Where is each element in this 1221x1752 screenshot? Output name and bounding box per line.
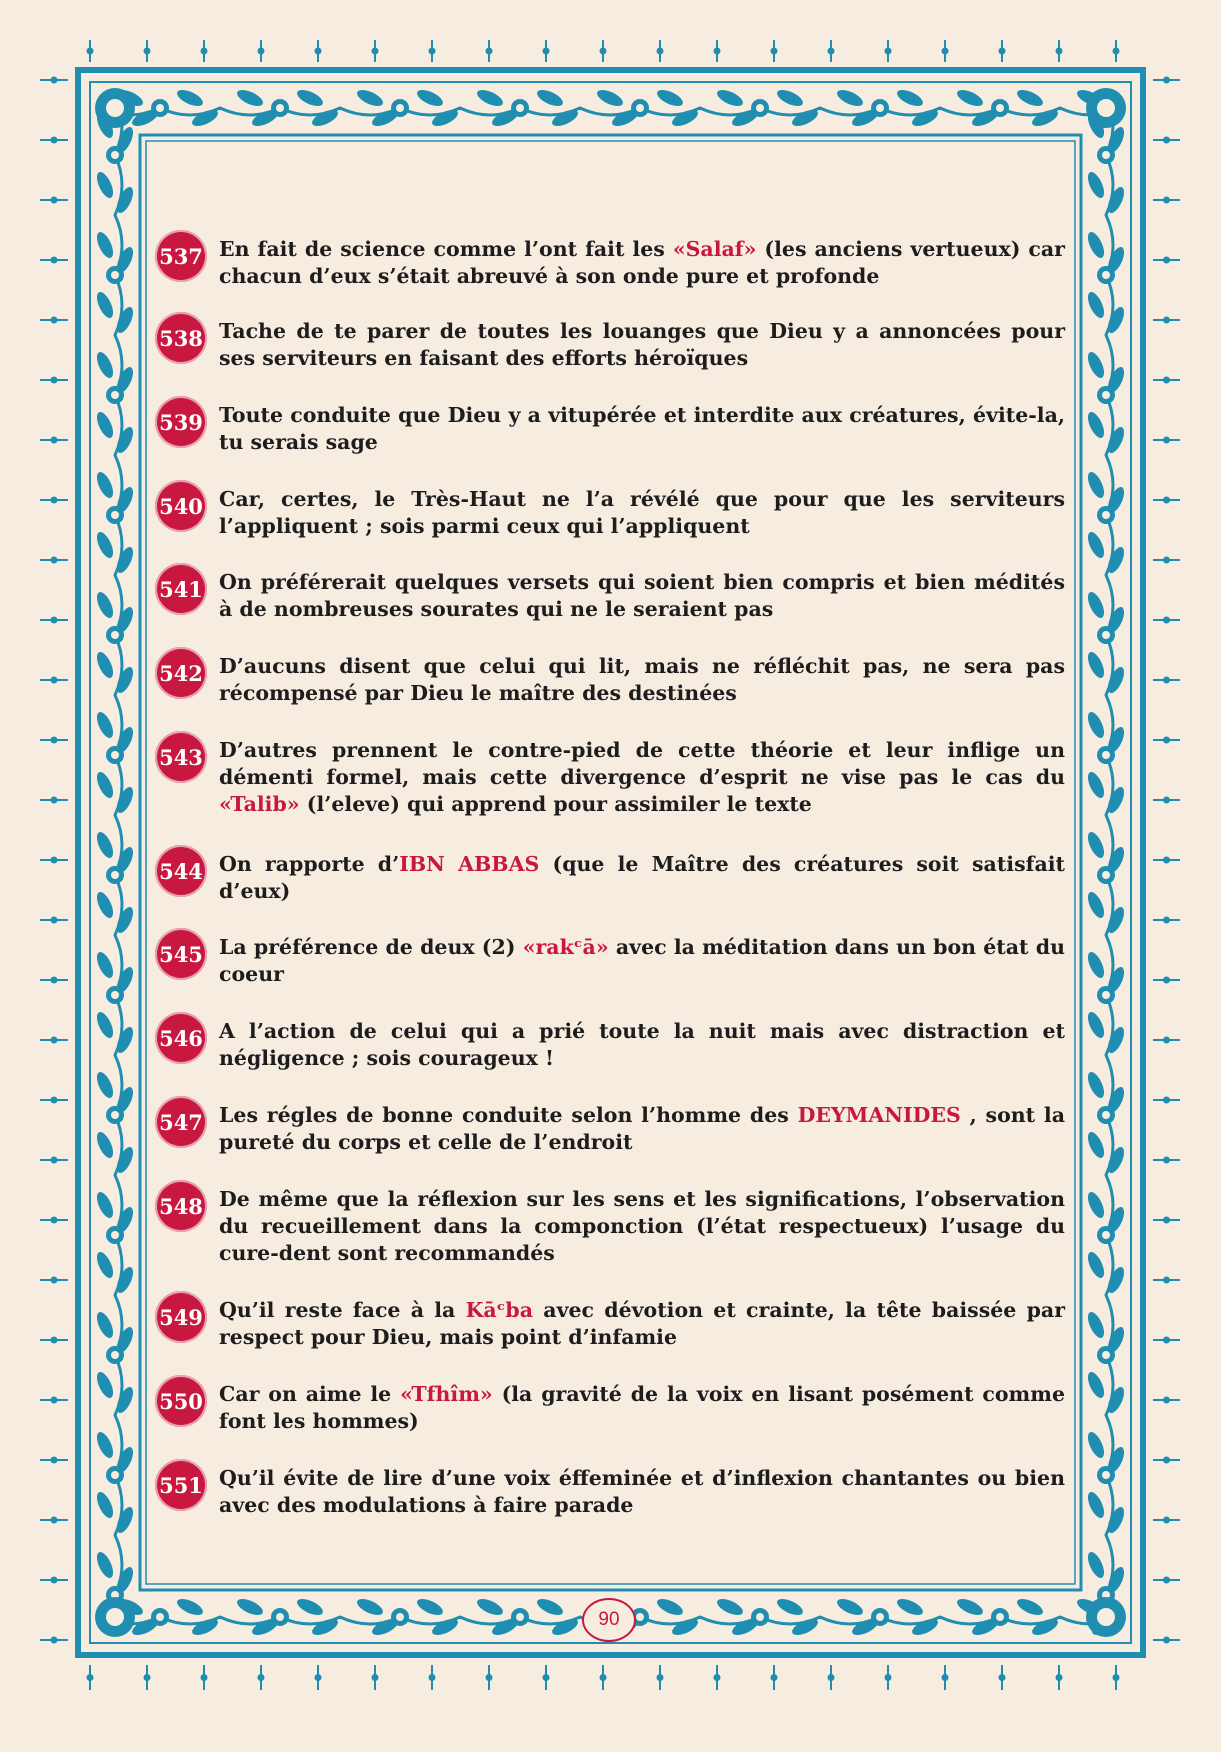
verse-text: [219, 236, 1065, 290]
tick-dot: [51, 257, 58, 264]
leaf-ornament: [94, 1430, 117, 1460]
verse-540: [155, 486, 1065, 540]
verse-538: [155, 318, 1065, 372]
verse-text-segment: D’aucuns disent que celui qui lit, mais ne réfléchit pas, ne sera pas récompensé par Dieu le maître des destinées: [219, 654, 1065, 705]
leaf-ornament: [955, 1596, 985, 1619]
leaf-ornament: [655, 87, 685, 110]
leaf-ornament: [94, 350, 117, 380]
tick-dot: [771, 1674, 778, 1681]
verse-text-segment: De même que la réflexion sur les sens et les significations, l’observation du recueillement dans la componction (l’état respectueux) l’usage du cure-dent sont recommandés: [219, 1187, 1065, 1265]
tick-dot: [51, 1337, 58, 1344]
highlighted-term: «Tfhîm»: [400, 1382, 493, 1406]
leaf-ornament: [1085, 950, 1108, 980]
verse-number-badge: 549: [155, 1291, 207, 1343]
tick-dot: [1163, 317, 1170, 324]
verse-text: [219, 851, 1065, 905]
tick-dot: [1113, 48, 1120, 55]
leaf-ornament: [775, 1596, 805, 1619]
verse-number-badge: 547: [155, 1096, 207, 1148]
tick-dot: [87, 48, 94, 55]
tick-dot: [51, 1037, 58, 1044]
tick-dot: [771, 48, 778, 55]
flower-center: [876, 1613, 884, 1621]
tick-dot: [51, 437, 58, 444]
corner-rosette-center: [1097, 1608, 1115, 1626]
verse-537: [155, 236, 1065, 290]
verse-544: [155, 851, 1065, 905]
verse-number-badge: 548: [155, 1180, 207, 1232]
verse-542: [155, 653, 1065, 707]
flower-center: [111, 1111, 119, 1119]
tick-dot: [51, 797, 58, 804]
tick-dot: [1056, 48, 1063, 55]
leaf-ornament: [655, 1596, 685, 1619]
leaf-ornament: [1015, 1596, 1045, 1619]
verse-text-segment: En fait de science comme l’ont fait les: [219, 237, 673, 261]
leaf-ornament: [94, 1490, 117, 1520]
tick-dot: [315, 1674, 322, 1681]
flower-center: [111, 1351, 119, 1359]
flower-center: [111, 1471, 119, 1479]
tick-dot: [1163, 137, 1170, 144]
verse-text-segment: On rapporte d’: [219, 852, 400, 876]
tick-dot: [1163, 77, 1170, 84]
tick-dot: [51, 197, 58, 204]
leaf-ornament: [595, 87, 625, 110]
leaf-ornament: [94, 830, 117, 860]
leaf-ornament: [1085, 590, 1108, 620]
tick-dot: [51, 857, 58, 864]
verse-number-badge: 546: [155, 1012, 207, 1064]
verse-text: [219, 486, 1065, 540]
tick-dot: [1163, 197, 1170, 204]
tick-dot: [51, 317, 58, 324]
tick-dot: [51, 1277, 58, 1284]
tick-dot: [714, 1674, 721, 1681]
verse-541: [155, 569, 1065, 623]
flower-center: [1102, 1231, 1110, 1239]
flower-center: [1102, 151, 1110, 159]
tick-dot: [372, 48, 379, 55]
tick-dot: [486, 48, 493, 55]
tick-dot: [51, 497, 58, 504]
tick-dot: [714, 48, 721, 55]
leaf-ornament: [1085, 710, 1108, 740]
tick-dot: [51, 1457, 58, 1464]
tick-dot: [1163, 437, 1170, 444]
flower-center: [516, 104, 524, 112]
leaf-ornament: [535, 1596, 565, 1619]
verse-text: [219, 653, 1065, 707]
tick-dot: [600, 48, 607, 55]
leaf-ornament: [94, 1310, 117, 1340]
tick-dot: [1163, 1217, 1170, 1224]
leaf-ornament: [895, 1596, 925, 1619]
verse-text: [219, 1465, 1065, 1519]
verse-539: [155, 402, 1065, 456]
leaf-ornament: [1015, 87, 1045, 110]
tick-dot: [51, 1637, 58, 1644]
flower-center: [111, 631, 119, 639]
leaf-ornament: [715, 87, 745, 110]
leaf-ornament: [1085, 1550, 1108, 1580]
leaf-ornament: [94, 1010, 117, 1040]
tick-dot: [1163, 737, 1170, 744]
leaf-ornament: [1085, 1130, 1108, 1160]
tick-dot: [51, 1577, 58, 1584]
verse-text: [219, 1186, 1065, 1267]
leaf-ornament: [1085, 530, 1108, 560]
tick-dot: [999, 48, 1006, 55]
leaf-ornament: [715, 1596, 745, 1619]
verse-text: [219, 1297, 1065, 1351]
flower-center: [396, 1613, 404, 1621]
tick-dot: [1163, 497, 1170, 504]
tick-dot: [51, 137, 58, 144]
leaf-ornament: [895, 87, 925, 110]
tick-dot: [51, 1517, 58, 1524]
verse-text: [219, 318, 1065, 372]
leaf-ornament: [1085, 230, 1108, 260]
tick-dot: [51, 737, 58, 744]
leaf-ornament: [175, 87, 205, 110]
leaf-ornament: [835, 1596, 865, 1619]
highlighted-term: IBN ABBAS: [399, 852, 540, 876]
tick-dot: [51, 1397, 58, 1404]
flower-center: [111, 271, 119, 279]
tick-dot: [1163, 1517, 1170, 1524]
verse-text-segment: Tache de te parer de toutes les louanges que Dieu y a annoncées pour ses serviteurs en faisant des efforts héroïques: [219, 319, 1065, 370]
corner-rosette-center: [106, 99, 124, 117]
highlighted-term: DEYMANIDES: [797, 1103, 961, 1127]
verse-text: [219, 402, 1065, 456]
leaf-ornament: [775, 87, 805, 110]
tick-dot: [1163, 1337, 1170, 1344]
flower-center: [1102, 391, 1110, 399]
verse-text-segment: Les régles de bonne conduite selon l’homme des: [219, 1103, 798, 1127]
leaf-ornament: [94, 170, 117, 200]
flower-center: [1102, 511, 1110, 519]
verse-text-segment: (la gravité de la voix en lisant posément comme font les hommes): [219, 1382, 1065, 1433]
highlighted-term: «Salaf»: [672, 237, 757, 261]
tick-dot: [1163, 1577, 1170, 1584]
leaf-ornament: [94, 530, 117, 560]
verse-text-segment: avec dévotion et crainte, la tête baissée par respect pour Dieu, mais point d’infamie: [219, 1298, 1065, 1349]
tick-dot: [1163, 1097, 1170, 1104]
leaf-ornament: [94, 770, 117, 800]
verse-text-segment: (l’eleve) qui apprend pour assimiler le texte: [299, 792, 812, 816]
tick-dot: [1163, 377, 1170, 384]
tick-dot: [201, 48, 208, 55]
verse-text: [219, 569, 1065, 623]
leaf-ornament: [94, 290, 117, 320]
flower-center: [396, 104, 404, 112]
tick-dot: [258, 1674, 265, 1681]
leaf-ornament: [955, 87, 985, 110]
verse-547: [155, 1102, 1065, 1156]
leaf-ornament: [94, 1550, 117, 1580]
verse-545: [155, 934, 1065, 988]
tick-dot: [1163, 1037, 1170, 1044]
flower-center: [1102, 751, 1110, 759]
tick-dot: [1163, 857, 1170, 864]
leaf-ornament: [94, 710, 117, 740]
corner-rosette-center: [106, 1608, 124, 1626]
leaf-ornament: [475, 87, 505, 110]
flower-center: [756, 1613, 764, 1621]
highlighted-term: «Talib»: [219, 792, 300, 816]
flower-center: [1102, 991, 1110, 999]
verse-number-badge: 540: [155, 480, 207, 532]
verse-number-badge: 545: [155, 928, 207, 980]
leaf-ornament: [1085, 1490, 1108, 1520]
leaf-ornament: [1085, 1430, 1108, 1460]
flower-center: [111, 991, 119, 999]
highlighted-term: «rakᶜā»: [522, 935, 609, 959]
tick-dot: [999, 1674, 1006, 1681]
verse-543: [155, 737, 1065, 818]
flower-center: [1102, 1471, 1110, 1479]
tick-dot: [657, 1674, 664, 1681]
tick-dot: [1163, 917, 1170, 924]
tick-dot: [1113, 1674, 1120, 1681]
tick-dot: [543, 1674, 550, 1681]
leaf-ornament: [94, 230, 117, 260]
tick-dot: [1163, 617, 1170, 624]
flower-center: [636, 1613, 644, 1621]
tick-dot: [1056, 1674, 1063, 1681]
leaf-ornament: [1085, 290, 1108, 320]
leaf-ornament: [94, 1070, 117, 1100]
tick-dot: [1163, 1457, 1170, 1464]
leaf-ornament: [1085, 1070, 1108, 1100]
tick-dot: [942, 1674, 949, 1681]
tick-dot: [429, 1674, 436, 1681]
tick-dot: [144, 1674, 151, 1681]
verse-550: [155, 1381, 1065, 1435]
leaf-ornament: [1085, 170, 1108, 200]
flower-center: [996, 104, 1004, 112]
tick-dot: [1163, 257, 1170, 264]
tick-dot: [372, 1674, 379, 1681]
verse-text-segment: Qu’il reste face à la: [219, 1298, 466, 1322]
tick-dot: [942, 48, 949, 55]
tick-dot: [828, 48, 835, 55]
verse-number-badge: 551: [155, 1459, 207, 1511]
verse-number-badge: 542: [155, 647, 207, 699]
verse-number-badge: 544: [155, 845, 207, 897]
tick-dot: [1163, 797, 1170, 804]
leaf-ornament: [835, 87, 865, 110]
verse-text-segment: Qu’il évite de lire d’une voix éffeminée et d’inflexion chantantes ou bien avec des modulations à faire parade: [219, 1466, 1065, 1517]
tick-dot: [543, 48, 550, 55]
verse-text: [219, 737, 1065, 818]
leaf-ornament: [415, 1596, 445, 1619]
tick-dot: [201, 1674, 208, 1681]
verse-text: [219, 934, 1065, 988]
flower-center: [111, 391, 119, 399]
flower-center: [636, 104, 644, 112]
tick-dot: [315, 48, 322, 55]
verse-number-badge: 538: [155, 312, 207, 364]
flower-center: [996, 1613, 1004, 1621]
leaf-ornament: [1085, 830, 1108, 860]
flower-center: [516, 1613, 524, 1621]
leaf-ornament: [235, 1596, 265, 1619]
verse-text-segment: Car on aime le: [219, 1382, 401, 1406]
verse-number-badge: 537: [155, 230, 207, 282]
leaf-ornament: [1085, 350, 1108, 380]
leaf-ornament: [355, 87, 385, 110]
leaf-ornament: [535, 87, 565, 110]
leaf-ornament: [94, 590, 117, 620]
flower-center: [756, 104, 764, 112]
tick-dot: [51, 917, 58, 924]
leaf-ornament: [94, 410, 117, 440]
leaf-ornament: [94, 650, 117, 680]
tick-dot: [1163, 1397, 1170, 1404]
flower-center: [1102, 871, 1110, 879]
tick-dot: [51, 1097, 58, 1104]
flower-center: [111, 751, 119, 759]
leaf-ornament: [235, 87, 265, 110]
tick-dot: [51, 377, 58, 384]
flower-center: [1102, 1111, 1110, 1119]
verse-549: [155, 1297, 1065, 1351]
verse-text-segment: Toute conduite que Dieu y a vitupérée et interdite aux créatures, évite-la, tu serais sage: [219, 403, 1065, 454]
tick-dot: [51, 617, 58, 624]
leaf-ornament: [1085, 1250, 1108, 1280]
page-number: 90: [582, 1598, 636, 1642]
tick-dot: [828, 1674, 835, 1681]
tick-dot: [1163, 677, 1170, 684]
tick-dot: [429, 48, 436, 55]
tick-dot: [486, 1674, 493, 1681]
leaf-ornament: [1085, 1310, 1108, 1340]
leaf-ornament: [94, 1190, 117, 1220]
leaf-ornament: [94, 1130, 117, 1160]
tick-dot: [1163, 1157, 1170, 1164]
leaf-ornament: [1085, 650, 1108, 680]
tick-dot: [87, 1674, 94, 1681]
verse-551: [155, 1465, 1065, 1519]
verse-number-badge: 541: [155, 563, 207, 615]
tick-dot: [600, 1674, 607, 1681]
tick-dot: [258, 48, 265, 55]
leaf-ornament: [175, 1596, 205, 1619]
flower-center: [276, 1613, 284, 1621]
tick-dot: [657, 48, 664, 55]
flower-center: [876, 104, 884, 112]
verse-text-segment: (que le Maître des créatures soit satisfait d’eux): [219, 852, 1065, 903]
tick-dot: [1163, 977, 1170, 984]
tick-dot: [1163, 1637, 1170, 1644]
tick-dot: [885, 1674, 892, 1681]
flower-center: [111, 871, 119, 879]
verse-546: [155, 1018, 1065, 1072]
leaf-ornament: [415, 87, 445, 110]
verse-text-segment: , sont la pureté du corps et celle de l’endroit: [219, 1103, 1065, 1154]
tick-dot: [51, 557, 58, 564]
leaf-ornament: [1085, 1190, 1108, 1220]
leaf-ornament: [1085, 470, 1108, 500]
verse-number-badge: 543: [155, 731, 207, 783]
verse-text-segment: (les anciens vertueux) car chacun d’eux s’était abreuvé à son onde pure et profonde: [219, 237, 1065, 288]
vine-ornament: [100, 108, 1120, 115]
tick-dot: [51, 1217, 58, 1224]
verse-number-badge: 539: [155, 396, 207, 448]
highlighted-term: Kāᶜba: [465, 1298, 534, 1322]
verse-text-segment: A l’action de celui qui a prié toute la nuit mais avec distraction et négligence ; sois courageux !: [219, 1019, 1065, 1070]
leaf-ornament: [355, 1596, 385, 1619]
flower-center: [276, 104, 284, 112]
tick-dot: [51, 1157, 58, 1164]
tick-dot: [51, 77, 58, 84]
verse-text: [219, 1018, 1065, 1072]
leaf-ornament: [295, 87, 325, 110]
flower-center: [1102, 1351, 1110, 1359]
leaf-ornament: [1085, 1010, 1108, 1040]
tick-dot: [1163, 557, 1170, 564]
flower-center: [156, 104, 164, 112]
verse-text-segment: avec la méditation dans un bon état du coeur: [219, 935, 1065, 986]
verse-text-segment: Car, certes, le Très-Haut ne l’a révélé que pour que les serviteurs l’appliquent ; sois parmi ceux qui l’appliquent: [219, 487, 1065, 538]
verse-text-segment: La préférence de deux (2): [219, 935, 523, 959]
leaf-ornament: [1085, 890, 1108, 920]
verse-text: [219, 1102, 1065, 1156]
verse-548: [155, 1186, 1065, 1267]
flower-center: [1102, 631, 1110, 639]
flower-center: [111, 151, 119, 159]
leaf-ornament: [1085, 770, 1108, 800]
verse-number-badge: 550: [155, 1375, 207, 1427]
leaf-ornament: [1085, 410, 1108, 440]
flower-center: [111, 1231, 119, 1239]
verse-text-segment: On préférerait quelques versets qui soient bien compris et bien médités à de nombreuses sourates qui ne le seraient pas: [219, 570, 1065, 621]
leaf-ornament: [94, 1370, 117, 1400]
verse-text-segment: D’autres prennent le contre-pied de cette théorie et leur inflige un démenti formel, mais cette divergence d’esprit ne vise pas le cas du: [219, 738, 1065, 789]
tick-dot: [1163, 1277, 1170, 1284]
leaf-ornament: [295, 1596, 325, 1619]
verse-text: [219, 1381, 1065, 1435]
flower-center: [156, 1613, 164, 1621]
flower-center: [1102, 271, 1110, 279]
tick-dot: [144, 48, 151, 55]
leaf-ornament: [94, 1250, 117, 1280]
tick-dot: [51, 677, 58, 684]
flower-center: [111, 511, 119, 519]
leaf-ornament: [475, 1596, 505, 1619]
tick-dot: [885, 48, 892, 55]
leaf-ornament: [94, 890, 117, 920]
leaf-ornament: [1085, 1370, 1108, 1400]
corner-rosette-center: [1097, 99, 1115, 117]
leaf-ornament: [94, 470, 117, 500]
tick-dot: [51, 977, 58, 984]
leaf-ornament: [94, 950, 117, 980]
